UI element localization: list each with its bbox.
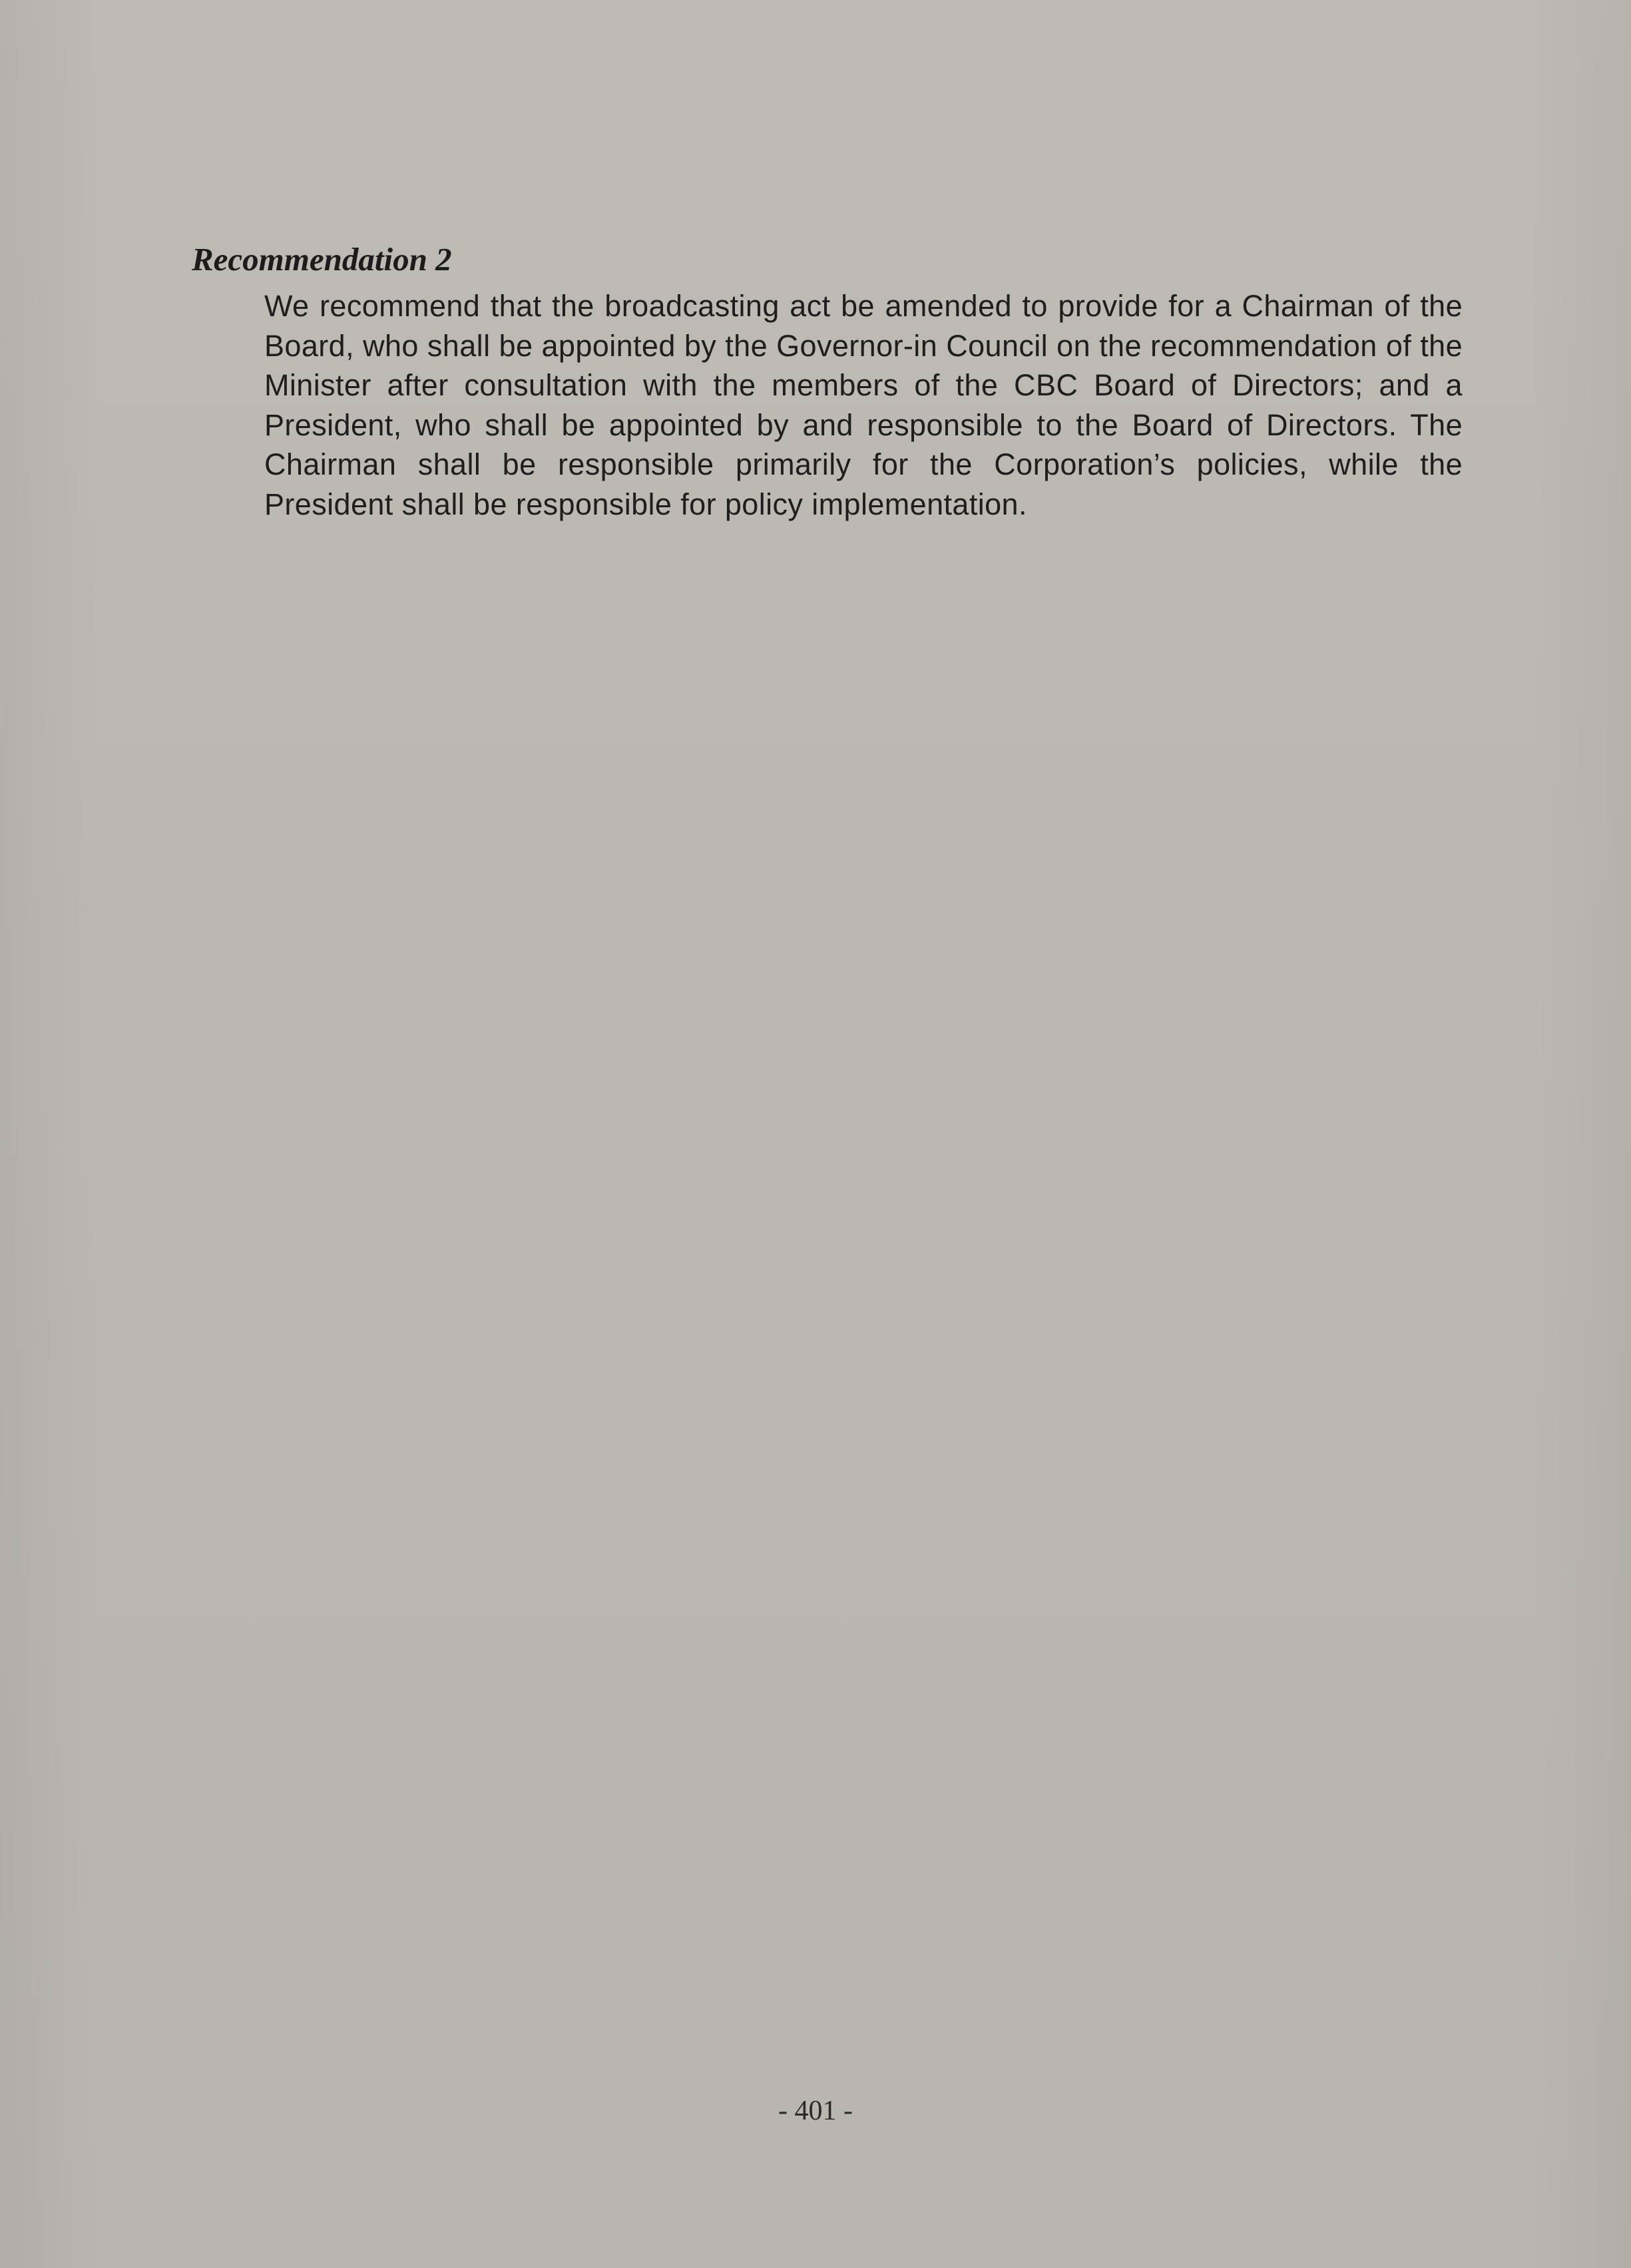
- recommendation-heading: Recommendation 2: [192, 241, 452, 278]
- page-number: - 401 -: [778, 2096, 853, 2126]
- recommendation-text: We recommend that the broadcasting act be amended to provide for a Chairman of the Board, who shall be appointed by the Governor-in Council on the recommendation of the Minister after consultation with the members of the CBC Board of Directors; and a President, who shall be appointed by and responsible to the Board of Directors. The Chairman shall be responsible primarily for the Corporation’s policies, while the President shall be responsible for policy implementation.: [264, 289, 1463, 521]
- page-footer: [0, 2094, 1631, 2128]
